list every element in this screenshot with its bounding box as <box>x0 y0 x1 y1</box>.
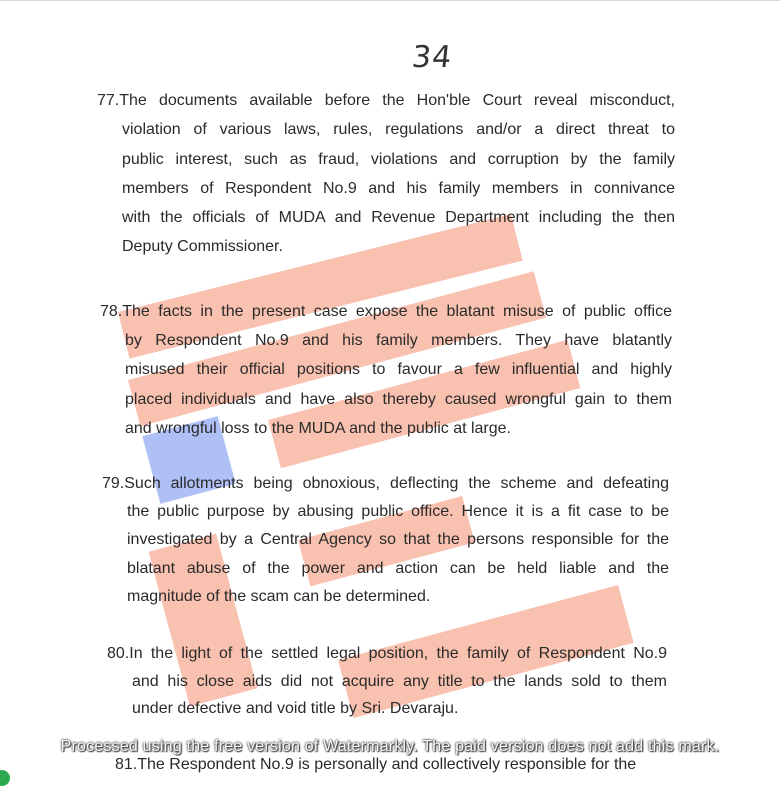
paragraph-line: and wrongful loss to the MUDA and the public at large. <box>125 419 511 437</box>
paragraph-line: with the officials of MUDA and Revenue Department including the then <box>122 209 675 227</box>
paragraph-line: misused their official positions to favour a few influential and highly <box>125 361 672 379</box>
paragraph-77 <box>97 86 675 262</box>
paragraph-line: Deputy Commissioner. <box>122 238 283 256</box>
paragraph-line: blatant abuse of the power and action can be held liable and the <box>127 559 669 577</box>
paragraph-line: and his close aids did not acquire any title to the lands sold to them <box>132 672 667 690</box>
paragraph-line: magnitude of the scam can be determined. <box>127 587 431 605</box>
status-dot-icon <box>0 770 10 786</box>
paragraph-line: 81.The Respondent No.9 is personally and collectively responsible for the <box>115 756 637 773</box>
watermark-text: Processed using the free version of Watermarkly. The paid version does not add this mark. <box>60 738 720 755</box>
paragraph-line: 77.The documents available before the Hon'ble Court reveal misconduct, <box>97 92 675 109</box>
page-number: 34 <box>410 40 455 75</box>
paragraph-line: under defective and void title by Sri. Devaraju. <box>132 700 459 717</box>
paragraph-line: 79.Such allotments being obnoxious, deflecting the scheme and defeating <box>102 475 669 492</box>
paragraph-80 <box>107 640 667 723</box>
paragraph-line: members of Respondent No.9 and his family members in connivance <box>122 179 675 197</box>
top-border <box>0 0 780 1</box>
paragraph-line: public interest, such as fraud, violations and corruption by the family <box>122 150 675 168</box>
paragraph-line: investigated by a Central Agency so that the persons responsible for the <box>127 531 669 549</box>
paragraph-line: violation of various laws, rules, regulations and/or a direct threat to <box>122 121 675 139</box>
paragraph-line: the public purpose by abusing public office. Hence it is a fit case to be <box>127 503 669 521</box>
paragraph-79 <box>102 470 669 611</box>
paragraph-line: 78.The facts in the present case expose the blatant misuse of public office <box>100 303 672 320</box>
paragraph-line: placed individuals and have also thereby caused wrongful gain to them <box>125 390 672 408</box>
paragraph-line: by Respondent No.9 and his family members. They have blatantly <box>125 332 672 350</box>
paragraph-line: 80.In the light of the settled legal position, the family of Respondent No.9 <box>107 645 667 662</box>
paragraph-78 <box>100 297 672 443</box>
